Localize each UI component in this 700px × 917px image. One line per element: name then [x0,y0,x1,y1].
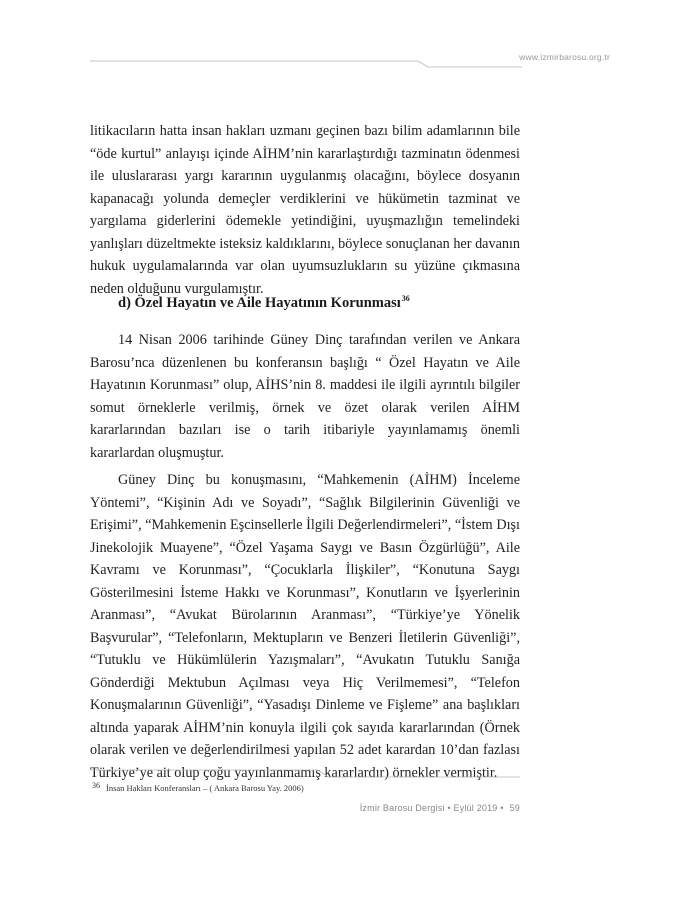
body-paragraph-1: litikacıların hatta insan hakları uzmanı geçinen bazı bilim adamlarının bile “öde kurtul” anlayışı içinde AİHM’nin kararlaştırdığı tazminatın ödenmesi ile uluslararası yargı kararının uygulanmış olacağını, böylece dosyanın kapanacağı yolunda demeçler verdiklerini ve hükümetin tazminat ve yargılama giderlerini ödemekle yetindiğini, uyuşmazlığın temelindeki yanlışları düzeltmekte isteksiz kaldıklarını, böylece sonuçlanan her davanın hukuk uygulamalarında var olan uyumsuzlukların su yüzüne çıkmasına neden olduğunu vurgulamıştır. [90,123,520,297]
heading-footnote-ref[interactable]: 36 [401,294,410,303]
page-number: 59 [509,803,520,813]
header-rule [0,58,700,70]
footer-journal: İzmir Barosu Dergisi • Eylül 2019 • [359,803,504,813]
section-heading [118,294,538,312]
body-paragraph-2: 14 Nisan 2006 tarihinde Güney Dinç tarafından verilen ve Ankara Barosu’nca düzenlenen bu konferansın başlığı “ Özel Hayatın ve Aile Hayatının Korunması” olup, AİHS’nin 8. maddesi ile ilgili ayrıntılı bilgiler somut örneklerle verilmiş, örnek ve özet olarak verilen AİHM kararlarından bazıları ise o tarih itibariyle yayınlamamış önemli kararlardan oluşmuştur. [90,332,520,461]
page-footer [300,803,520,813]
section-heading-text: d) Özel Hayatın ve Aile Hayatının Korunması [118,295,401,311]
footnote-text: İnsan Hakları Konferansları – ( Ankara Barosu Yay. 2006) [106,783,304,793]
header-url: www.izmirbarosu.org.tr [519,52,610,62]
footnote-number: 36 [92,781,100,790]
footnote [92,781,512,794]
footnote-rule [0,766,700,780]
body-paragraph-3: Güney Dinç bu konuşmasını, “Mahkemenin (AİHM) İnceleme Yöntemi”, “Kişinin Adı ve Soyadı”, “Sağlık Bilgilerinin Güvenliği ve Erişimi”, “Mahkemenin Eşcinsellerle İlgili Değerlendirmeleri”, “İstem Dışı Jinekolojik Muayene”, “Özel Yaşama Saygı ve Basın Özgürlüğü”, Aile Kavramı ve Korunması”, “Çocuklarla İlişkiler”, “Konutuna Saygı Gösterilmesini İsteme Hakkı ve Korunması”, Konutların ve İşyerlerinin Aranması”, “Avukat Bürolarının Aranması”, “Türkiye’ye Yönelik Başvurular”, “Telefonların, Mektupların ve Benzeri İletilerin Güvenliği”, “Tutuklu ve Hükümlülerin Yazışmaları”, “Avukatın Tutuklu Sanığa Gönderdiği Mektubun Açılması veya Hiç Verilmemesi”, “Telefon Konuşmalarının Güvenliği”, “Yasadışı Dinleme ve Fişleme” ana başlıkları altında yaparak AİHM’nin konuyla ilgili çok sayıda kararlarından (Örnek olarak verilen ve değerlendirilmesi yapılan 52 adet karardan 10’dan fazlası Türkiye’ye ait olup çoğu yayınlanmamış kararlardır) örnekler vermiştir. [90,472,520,781]
